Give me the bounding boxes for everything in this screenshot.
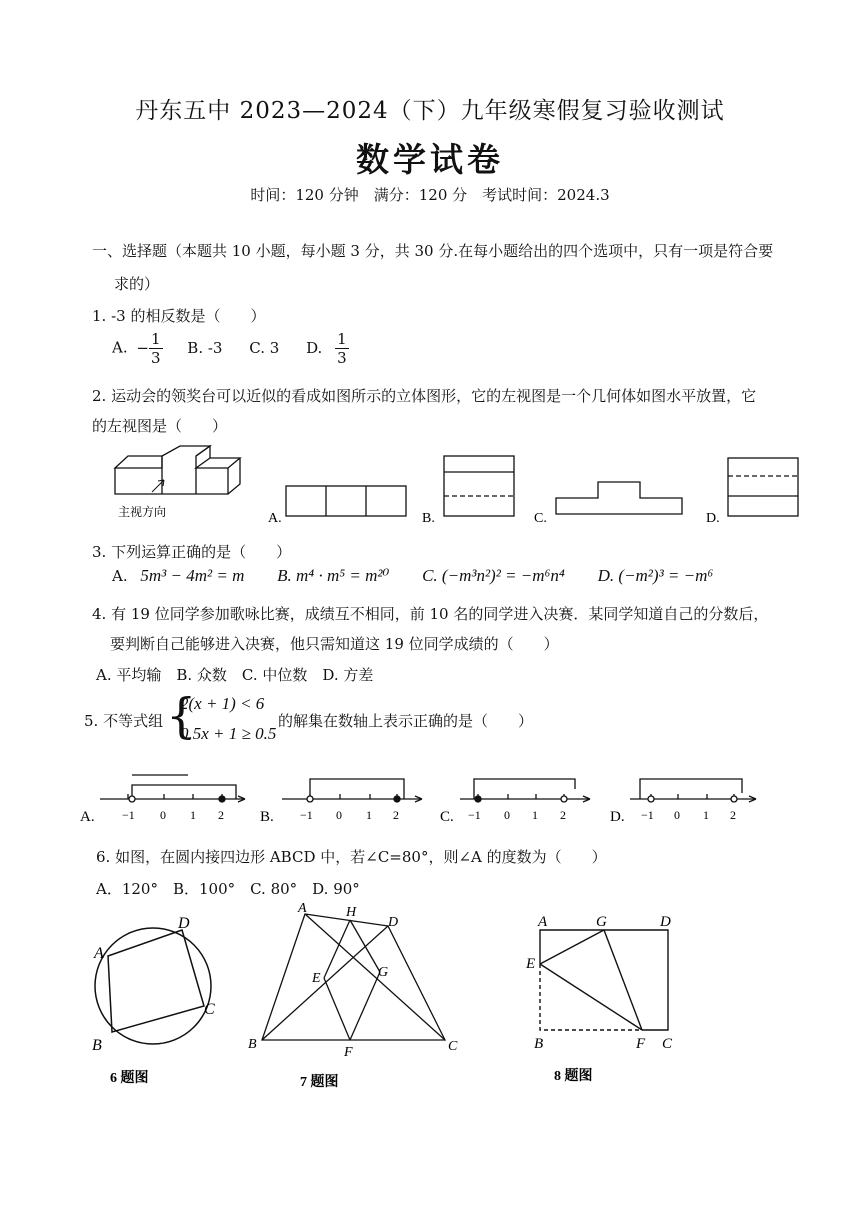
fig6-label-a: A (94, 945, 104, 962)
fig8-caption: 8 题图 (554, 1069, 593, 1084)
q1-option-a-label: A. (112, 338, 128, 357)
question-6-stem: 6. 如图，在圆内接四边形 ABCD 中，若∠C=80°，则∠A 的度数为（ ） (96, 848, 607, 866)
fig8-label-a: A (538, 914, 548, 930)
q5-label-a: A. (80, 809, 95, 825)
exam-subtitle: 丹东五中 2023—2024（下）九年级寒假复习验收测试 (135, 98, 725, 124)
fig7-label-f: F (344, 1045, 353, 1060)
q3-option-c: C. (−m³n²)² = −m⁶n⁴ (422, 566, 565, 585)
q5-c-tick-2: 2 (560, 808, 566, 822)
question-4-options: A. 平均输 B. 众数 C. 中位数 D. 方差 (96, 666, 374, 684)
fig6-caption: 6 题图 (110, 1071, 149, 1086)
q5-option-b (282, 779, 422, 802)
question-1-stem: 1. -3 的相反数是（ ） (92, 307, 266, 325)
q2-option-c-figure (556, 482, 682, 514)
section-heading: 一、选择题（本题共 10 小题，每小题 3 分，共 30 分.在每小题给出的四个选项中，只有一项是符合要 (92, 242, 774, 260)
question-5-number-lines (70, 755, 790, 833)
fig7-label-d: D (388, 915, 399, 930)
q5-b-tick-0: 0 (336, 808, 342, 822)
fig8-label-g: G (596, 914, 607, 930)
q5-label-d: D. (610, 809, 625, 825)
q1-option-c: C. 3 (249, 338, 280, 357)
q5-c-tick-1: 1 (532, 808, 538, 822)
q5-option-a (100, 775, 245, 802)
q5-a-tick-2: 2 (218, 808, 224, 822)
q5-a-tick-neg1: −1 (122, 808, 135, 822)
fig7-label-g: G (378, 965, 389, 980)
fig8-label-e: E (526, 956, 536, 972)
q2-caption: 主视方向 (118, 505, 167, 519)
q5-inequality-1: 2(x + 1) < 6 (180, 694, 265, 713)
exam-title: 数学试卷 (356, 140, 504, 179)
section-heading-cont: 求的） (114, 275, 160, 293)
podium-figure (115, 446, 240, 494)
q5-label-b: B. (260, 809, 274, 825)
fig8-label-f: F (636, 1036, 646, 1052)
fig6-label-c: C (204, 1001, 215, 1018)
q5-a-tick-1: 1 (190, 808, 196, 822)
q3-option-a: 5m³ − 4m² = m (140, 566, 245, 585)
question-3-options (112, 566, 713, 586)
question-2-stem-cont: 的左视图是（ ） (92, 417, 228, 435)
question-2-stem: 2. 运动会的领奖台可以近似的看成如图所示的立体图形，它的左视图是一个几何体如图水平放置，它 (92, 387, 757, 405)
q1-option-a-sign: − (136, 338, 149, 357)
fig8-label-d: D (660, 914, 671, 930)
system-brace: { (166, 688, 197, 744)
q2-option-a-figure (286, 486, 406, 516)
q5-d-tick-neg1: −1 (641, 808, 654, 822)
exam-meta: 时间：120 分钟 满分：120 分 考试时间：2024.3 (250, 186, 610, 204)
fig7-label-h: H (346, 905, 357, 920)
fig6-circle-quadrilateral (95, 928, 211, 1044)
q3-option-d: D. (−m²)³ = −m⁶ (597, 566, 714, 585)
q5-d-tick-0: 0 (674, 808, 680, 822)
fig7-label-b: B (248, 1037, 257, 1052)
q2-option-b-figure (444, 456, 514, 516)
q5-b-tick-neg1: −1 (300, 808, 313, 822)
fig7-caption: 7 题图 (300, 1075, 339, 1090)
fig7-trapezoid (262, 914, 445, 1040)
fig8-rectangle-fold (540, 930, 668, 1030)
q5-d-tick-2: 2 (730, 808, 736, 822)
geometry-figures (80, 900, 700, 1095)
question-4-stem: 4. 有 19 位同学参加歌咏比赛，成绩互不相同，前 10 名的同学进入决赛．某同学知道自己的分数后， (92, 605, 769, 623)
q5-inequality-2: 0.5x + 1 ≥ 0.5 (180, 724, 277, 743)
fig6-label-b: B (92, 1037, 102, 1054)
fig7-label-a: A (298, 901, 307, 916)
question-1-options (112, 330, 349, 367)
q5-c-tick-neg1: −1 (468, 808, 481, 822)
q5-d-tick-1: 1 (703, 808, 709, 822)
q1-option-d-label: D. (306, 338, 323, 357)
q1-option-a-fraction: $\frac{1}{3}$ (150, 330, 161, 367)
q2-option-c-label: C. (534, 511, 547, 526)
q2-option-b-label: B. (422, 511, 435, 526)
q1-option-d-fraction: $\frac{1}{3}$ (337, 330, 347, 367)
q5-b-tick-2: 2 (393, 808, 399, 822)
fig8-label-b: B (534, 1036, 544, 1052)
question-6-options: A．120° B．100° C. 80° D. 90° (96, 880, 360, 898)
question-3-stem: 3. 下列运算正确的是（ ） (92, 543, 292, 561)
question-4-stem-cont: 要判断自己能够进入决赛，他只需知道这 19 位同学成绩的（ ） (110, 635, 559, 653)
q3-option-b: B. m⁴ · m⁵ = m²⁰ (277, 566, 390, 585)
q5-a-tick-0: 0 (160, 808, 166, 822)
q2-option-d-label: D. (706, 511, 720, 526)
fig7-label-c: C (448, 1039, 458, 1054)
q2-option-d-figure (728, 458, 798, 516)
q1-option-b: B. -3 (187, 338, 223, 357)
q3-option-a-label: A. (112, 567, 128, 585)
q5-c-tick-0: 0 (504, 808, 510, 822)
q5-label-c: C. (440, 809, 454, 825)
question-5-stem-prefix: 5. 不等式组 (84, 712, 164, 730)
question-5-stem-suffix: 的解集在数轴上表示正确的是（ ） (278, 712, 534, 730)
q5-option-c (460, 779, 590, 802)
q2-option-a-label: A. (268, 511, 282, 526)
question-2-figures (100, 440, 820, 530)
fig7-label-e: E (312, 971, 321, 986)
q5-option-d (630, 779, 756, 802)
fig6-label-d: D (178, 915, 190, 932)
fig8-label-c: C (662, 1036, 673, 1052)
q5-b-tick-1: 1 (366, 808, 372, 822)
